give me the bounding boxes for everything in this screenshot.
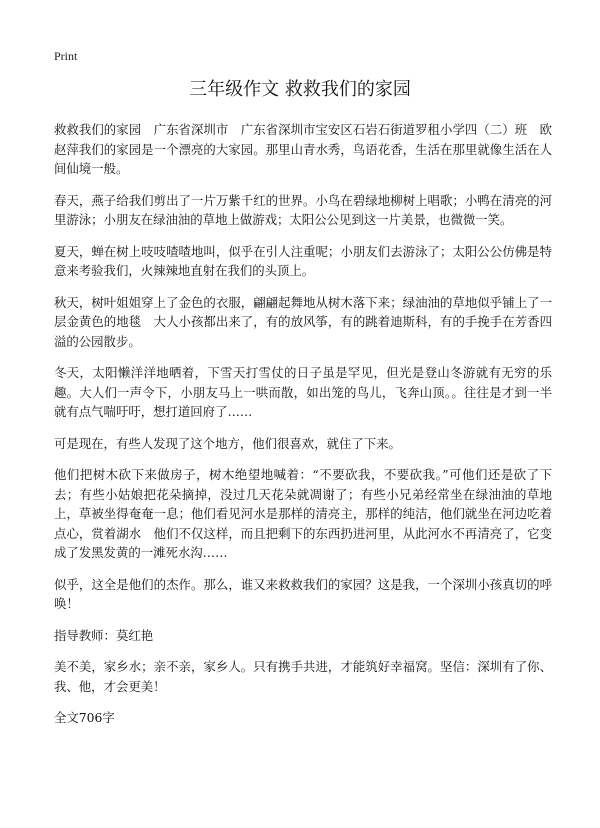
paragraph-winter: 冬天，太阳懒洋洋地晒着，下雪天打雪仗的日子虽是罕见，但光是登山冬游就有无穷的乐趣。大人们一声令下，小朋友马上一哄而散，如出笼的鸟儿，飞奔山顶。。往往是才到一半就有点气喘吁吁，想打道回府了…… <box>54 365 552 419</box>
paragraph-autumn: 秋天，树叶姐姐穿上了金色的衣服，翩翩起舞地从树木落下来；绿油油的草地似乎铺上了一层金黄色的地毯 大人小孩都出来了，有的放风筝，有的跳着迪斯科，有的手挽手在芳香四溢的公园散步。 <box>54 294 552 349</box>
paragraph-conclusion: 美不美，家乡水；亲不亲，家乡人。只有携手共进，才能筑好幸福窝。坚信：深圳有了你、我、他，才会更美！ <box>54 659 552 694</box>
paragraph-call-to-action: 似乎，这全是他们的杰作。那么，谁又来救救我们的家园？这是我，一个深圳小孩真切的呼唤！ <box>54 576 552 611</box>
print-link[interactable]: Print <box>54 49 78 63</box>
paragraph-teacher: 指导教师：莫红艳 <box>54 627 154 643</box>
article-body <box>54 120 552 740</box>
article-title: 三年级作文 救救我们的家园 <box>189 79 411 100</box>
paragraph-spring: 春天，燕子给我们剪出了一片万紫千红的世界。小鸟在碧绿地柳树上唱歌；小鸭在清亮的河里游泳；小朋友在绿油油的草地上做游戏；太阳公公见到这一片美景，也微微一笑。 <box>54 192 552 227</box>
paragraph-destruction: 他们把树木砍下来做房子，树木绝望地喊着：“不要砍我，不要砍我。”可他们还是砍了下去；有些小姑娘把花朵摘掉，没过几天花朵就凋谢了；有些小兄弟经常坐在绿油油的草地上，草被坐得奄奄一息；他们看见河水是那样的清亮主，那样的纯洁，他们就坐在河边吃着点心，赏着湖水 他们不仅这样，而且把剩下的东西扔进河里，从此河水不再清亮了，它变成了发黑发黄的一滩死水沟…… <box>54 467 552 560</box>
paragraph-intro: 救救我们的家园 广东省深圳市 广东省深圳市宝安区石岩石街道罗租小学四（二）班 欧赵萍我们的家园是一个漂亮的大家园。那里山青水秀，鸟语花香，生活在那里就像生活在人间仙境一般。 <box>54 122 552 176</box>
paragraph-summer: 夏天，蝉在树上吱吱喳喳地叫，似乎在引人注重呢；小朋友们去游泳了；太阳公公仿佛是特意来考验我们，火辣辣地直射在我们的头顶上。 <box>54 243 552 278</box>
paragraph-people-arrive: 可是现在，有些人发现了这个地方，他们很喜欢，就住了下来。 <box>54 435 401 451</box>
paragraph-word-count: 全文706字 <box>54 710 115 725</box>
